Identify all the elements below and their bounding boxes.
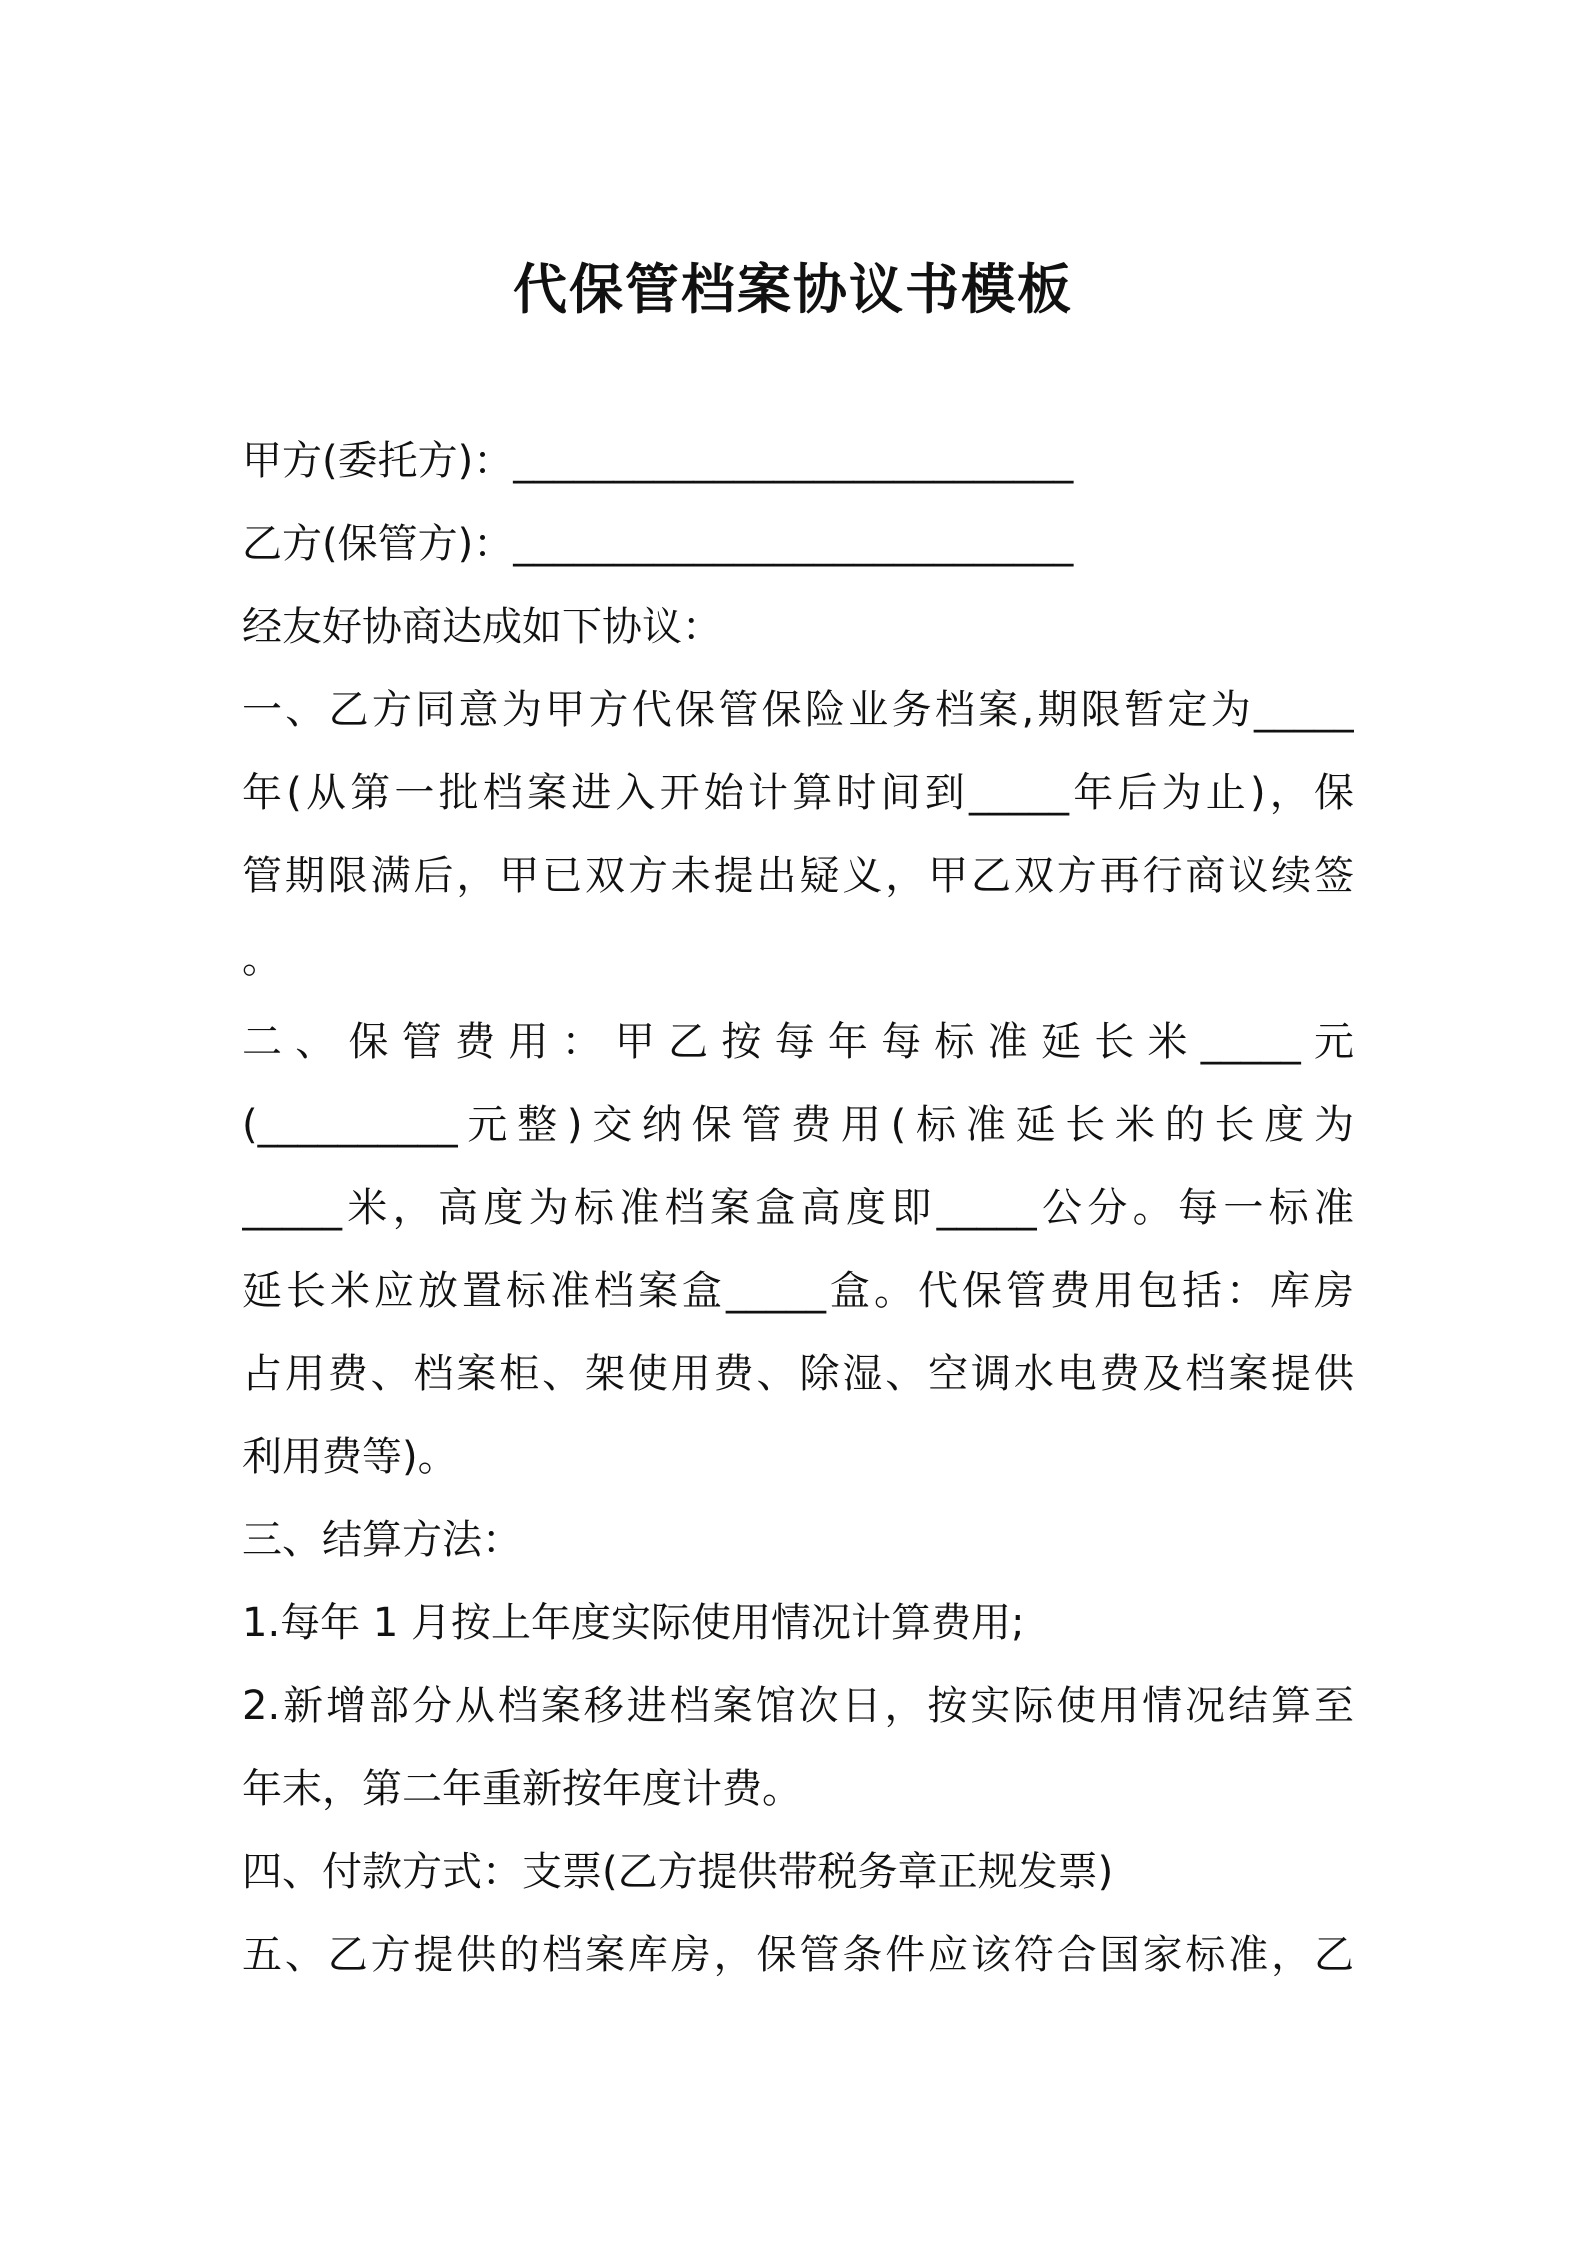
clause-3-item-1: 1.每年 1 月按上年度实际使用情况计算费用; — [242, 1600, 1025, 1646]
clause-4-line: 四、付款方式：支票(乙方提供带税务章正规发票) — [242, 1849, 1114, 1895]
party-b-line: 乙方(保管方)：____________________________ — [242, 521, 1074, 567]
clause-2-line-3: _____米，高度为标准档案盒高度即_____公分。每一标准 — [242, 1185, 1354, 1231]
document-title: 代保管档案协议书模板 — [513, 258, 1073, 321]
document-body — [242, 420, 1354, 1997]
clause-3-heading: 三、结算方法： — [242, 1517, 522, 1563]
clause-1-line-1: 一、乙方同意为甲方代保管保险业务档案,期限暂定为_____ — [242, 687, 1354, 733]
clause-2-line-4: 延长米应放置标准档案盒_____盒。代保管费用包括：库房 — [242, 1268, 1354, 1314]
clause-1-line-3: 管期限满后，甲已双方未提出疑义，甲乙双方再行商议续签 — [242, 853, 1354, 899]
clause-1-line-2: 年(从第一批档案进入开始计算时间到_____年后为止)，保 — [242, 770, 1354, 816]
clause-5-line-1: 五、乙方提供的档案库房，保管条件应该符合国家标准，乙 — [242, 1932, 1354, 1978]
clause-2-line-5: 占用费、档案柜、架使用费、除湿、空调水电费及档案提供 — [242, 1351, 1354, 1397]
clause-1-line-4: 。 — [242, 936, 282, 982]
agreement-intro: 经友好协商达成如下协议： — [242, 604, 722, 650]
clause-2-line-1: 二、保管费用：甲乙按每年每标准延长米_____元 — [242, 1019, 1354, 1065]
party-a-line: 甲方(委托方)：____________________________ — [242, 438, 1074, 484]
clause-3-item-2-line-1: 2.新增部分从档案移进档案馆次日，按实际使用情况结算至 — [242, 1683, 1354, 1729]
clause-3-item-2-line-2: 年末，第二年重新按年度计费。 — [242, 1766, 802, 1812]
clause-2-line-2: (__________元整)交纳保管费用(标准延长米的长度为 — [242, 1102, 1354, 1148]
clause-2-line-6: 利用费等)。 — [242, 1434, 458, 1480]
